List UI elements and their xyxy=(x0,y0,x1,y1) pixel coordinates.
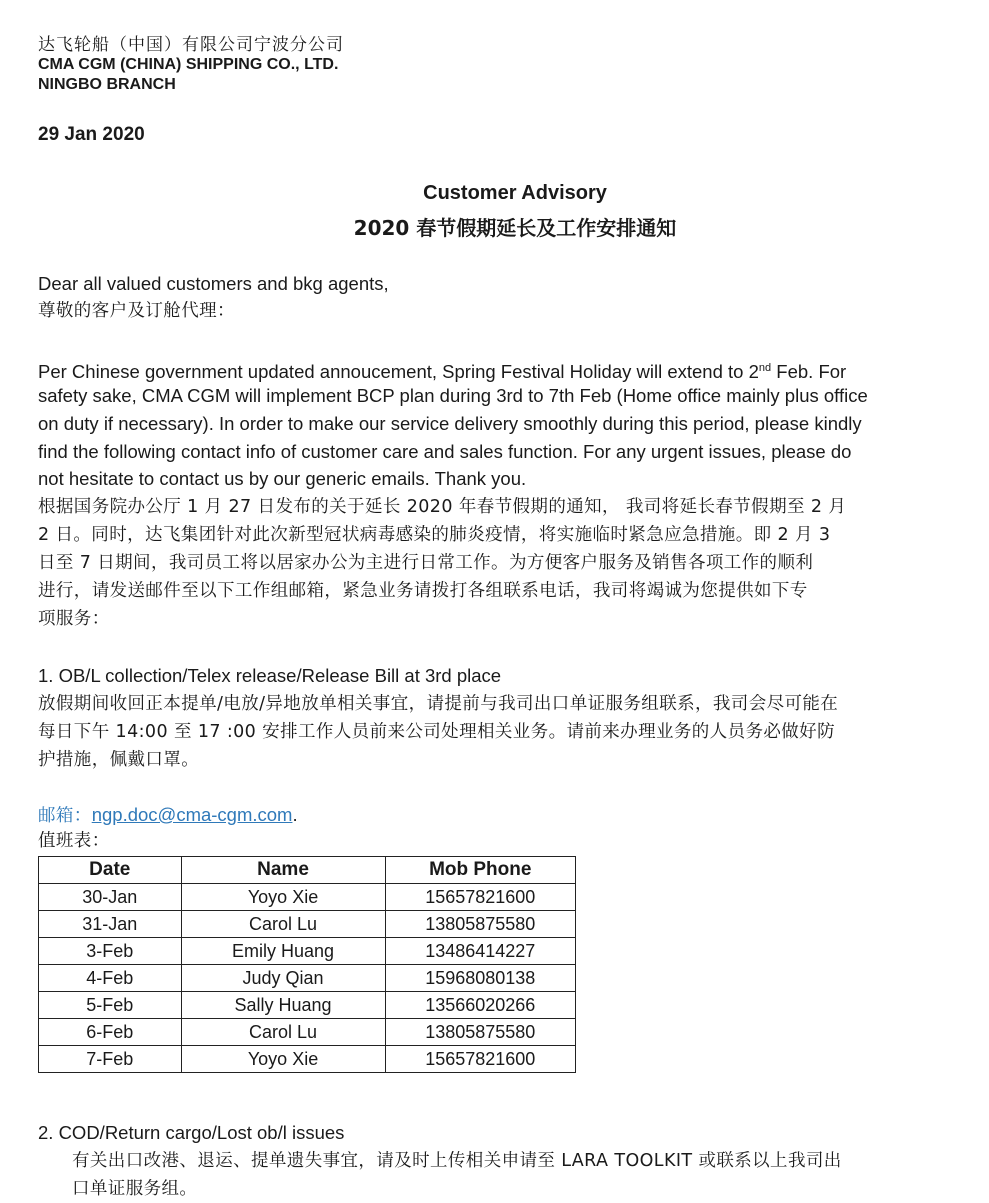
email-line: 邮箱：ngp.doc@cma-cgm.com. xyxy=(38,804,298,825)
cell-phone: 13805875580 xyxy=(385,911,575,938)
cell-phone: 15657821600 xyxy=(385,1046,575,1073)
document-date: 29 Jan 2020 xyxy=(38,124,145,145)
intro-en-line-5: not hesitate to contact us by our generic emails. Thank you. xyxy=(38,468,527,489)
cell-phone: 15657821600 xyxy=(385,884,575,911)
title-en: Customer Advisory xyxy=(423,182,607,204)
cell-phone: 13805875580 xyxy=(385,1019,575,1046)
title-cn: 2020 春节假期延长及工作安排通知 xyxy=(353,216,677,240)
intro-en-line-3: on duty if necessary). In order to make our service delivery smoothly during this period, please kindly xyxy=(38,413,862,434)
cell-date: 3-Feb xyxy=(39,938,182,965)
intro-cn-line-2: 2 日。同时，达飞集团针对此次新型冠状病毒感染的肺炎疫情，将实施临时紧急应急措施。即 2 月 3 xyxy=(38,525,831,545)
cell-name: Sally Huang xyxy=(181,992,385,1019)
table-row xyxy=(39,938,576,965)
section-2-heading: 2. COD/Return cargo/Lost ob/l issues xyxy=(38,1122,345,1143)
cell-date: 30-Jan xyxy=(39,884,182,911)
intro-en-line-1: Per Chinese government updated annoucement, Spring Festival Holiday will extend to 2nd Feb. For xyxy=(38,361,847,383)
greeting-en: Dear all valued customers and bkg agents, xyxy=(38,273,389,294)
table-row xyxy=(39,992,576,1019)
email-link[interactable]: ngp.doc@cma-cgm.com xyxy=(91,804,293,825)
cell-phone: 15968080138 xyxy=(385,965,575,992)
intro-cn-line-1: 根据国务院办公厅 1 月 27 日发布的关于延长 2020 年春节假期的通知， 我司将延长春节假期至 2 月 xyxy=(38,497,847,517)
duty-table-header-row xyxy=(39,857,576,884)
intro-en-line-2: safety sake, CMA CGM will implement BCP plan during 3rd to 7th Feb (Home office mainly plus office xyxy=(38,385,868,406)
intro-en-line-4: find the following contact info of customer care and sales function. For any urgent issues, please do xyxy=(38,441,852,462)
company-name-cn: 达飞轮船（中国）有限公司宁波分公司 xyxy=(38,35,344,55)
section-2-cn-line-1: 有关出口改港、退运、提单遗失事宜，请及时上传相关申请至 LARA TOOLKIT 或联系以上我司出 xyxy=(72,1151,842,1171)
cell-name: Carol Lu xyxy=(181,1019,385,1046)
table-row xyxy=(39,884,576,911)
cell-date: 4-Feb xyxy=(39,965,182,992)
cell-date: 31-Jan xyxy=(39,911,182,938)
intro-cn-line-4: 进行，请发送邮件至以下工作组邮箱，紧急业务请拨打各组联系电话，我司将竭诚为您提供如下专 xyxy=(38,581,808,601)
table-row xyxy=(39,1019,576,1046)
greeting-cn: 尊敬的客户及订舱代理： xyxy=(38,301,235,321)
header-date: Date xyxy=(39,857,182,884)
intro-cn-line-3: 日至 7 日期间，我司员工将以居家办公为主进行日常工作。为方便客户服务及销售各项工作的顺利 xyxy=(38,553,814,573)
table-row xyxy=(39,965,576,992)
intro-cn-line-5: 项服务： xyxy=(38,609,110,629)
cell-name: Yoyo Xie xyxy=(181,884,385,911)
duty-table-label: 值班表： xyxy=(38,831,110,851)
section-1-cn-line-3: 护措施，佩戴口罩。 xyxy=(38,750,200,770)
cell-name: Emily Huang xyxy=(181,938,385,965)
section-2-cn-line-2: 口单证服务组。 xyxy=(72,1179,198,1199)
header-mob-phone: Mob Phone xyxy=(385,857,575,884)
section-1-heading: 1. OB/L collection/Telex release/Release Bill at 3rd place xyxy=(38,665,502,686)
cell-phone: 13566020266 xyxy=(385,992,575,1019)
branch-name: NINGBO BRANCH xyxy=(38,76,176,93)
cell-name: Judy Qian xyxy=(181,965,385,992)
section-1-cn-line-1: 放假期间收回正本提单/电放/异地放单相关事宜，请提前与我司出口单证服务组联系，我司会尽可能在 xyxy=(38,694,839,714)
cell-date: 5-Feb xyxy=(39,992,182,1019)
cell-name: Carol Lu xyxy=(181,911,385,938)
cell-date: 7-Feb xyxy=(39,1046,182,1073)
header-name: Name xyxy=(181,857,385,884)
table-row xyxy=(39,911,576,938)
table-row xyxy=(39,1046,576,1073)
company-name-en: CMA CGM (CHINA) SHIPPING CO., LTD. xyxy=(38,56,339,73)
section-1-cn-line-2: 每日下午 14:00 至 17 :00 安排工作人员前来公司处理相关业务。请前来办理业务的人员务必做好防 xyxy=(38,722,835,742)
cell-name: Yoyo Xie xyxy=(181,1046,385,1073)
email-label: 邮箱： xyxy=(38,805,92,825)
duty-table xyxy=(38,856,576,1073)
cell-date: 6-Feb xyxy=(39,1019,182,1046)
cell-phone: 13486414227 xyxy=(385,938,575,965)
